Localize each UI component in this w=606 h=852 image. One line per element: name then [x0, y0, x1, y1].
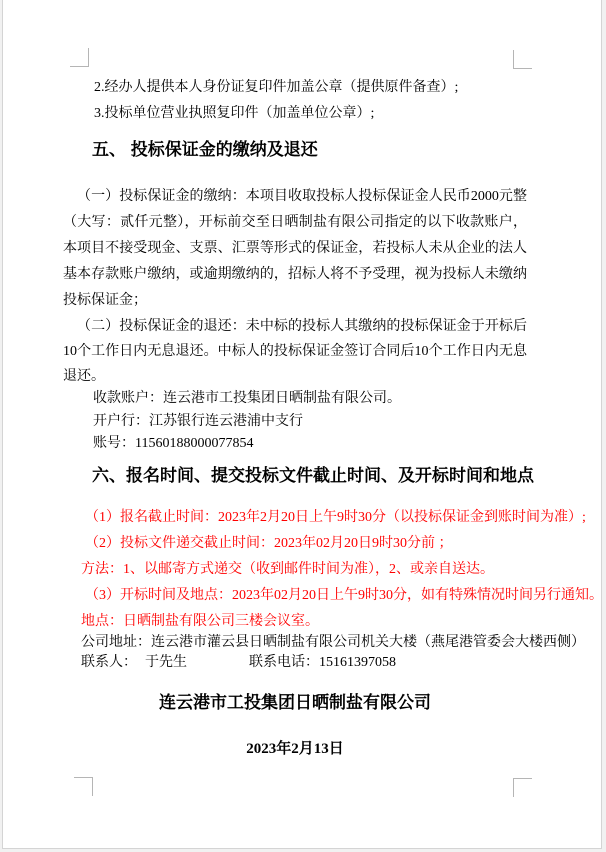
document-line-item-2: 2.经办人提供本人身份证复印件加盖公章（提供原件备查）;	[94, 80, 459, 95]
section-5-heading	[63, 138, 527, 162]
signature-company-name: 连云港市工投集团日晒制盐有限公司	[159, 693, 431, 712]
section-5-paragraph-2: （二）投标保证金的退还：未中标的投标人其缴纳的投标保证金于开标后10个工作日内无息退还。中标人的投标保证金签订合同后10个工作日内无息退还。	[63, 319, 527, 384]
contact-label: 联系人：	[81, 655, 137, 670]
section-5-heading-number: 五、	[92, 140, 126, 159]
bank-line: 开户行：江苏银行连云港浦中支行	[93, 414, 303, 429]
margin-crop-mark-bottom-right	[513, 778, 532, 797]
registration-deadline-line: （1）报名截止时间：2023年2月20日上午9时30分（以投标保证金到账时间为准）;	[85, 510, 586, 525]
contact-phone-number: 15161397058	[319, 655, 396, 670]
payee-account-line: 收款账户：连云港市工投集团日晒制盐有限公司。	[93, 391, 401, 406]
submission-method-line: 方法：1、以邮寄方式递交（收到邮件时间为准），2、或亲自送达。	[81, 562, 494, 577]
document-line-item-3: 3.投标单位营业执照复印件（加盖单位公章）;	[94, 106, 375, 121]
bid-opening-location-line: 地点：日晒制盐有限公司三楼会议室。	[81, 614, 319, 629]
contact-line	[63, 653, 527, 673]
account-number-line: 账号：11560188000077854	[93, 436, 254, 451]
section-6-heading-number: 六、	[92, 466, 126, 485]
margin-crop-mark-bottom-left	[74, 777, 93, 796]
signature-date: 2023年2月13日	[246, 741, 344, 757]
contact-phone-label: 联系电话：	[249, 655, 319, 670]
section-6-heading-title: 报名时间、提交投标文件截止时间、及开标时间和地点	[126, 466, 534, 485]
bid-opening-time-line: （3）开标时间及地点：2023年02月20日上午9时30分，如有特殊情况时间另行通知。	[85, 588, 603, 603]
document-content	[63, 0, 603, 759]
company-address-line: 公司地址：连云港市灌云县日晒制盐有限公司机关大楼（燕尾港管委会大楼西侧）	[81, 635, 585, 650]
section-6-heading	[63, 464, 534, 488]
contact-name: 于先生	[145, 655, 187, 670]
bid-submission-deadline-line: （2）投标文件递交截止时间：2023年02月20日9时30分前 ；	[85, 536, 453, 551]
section-5-paragraph-1: （一）投标保证金的缴纳：本项目收取投标人投标保证金人民币2000元整（大写：贰仟元整），开标前交至日晒制盐有限公司指定的以下收款账户，本项目不接受现金、支票、汇票等形式的保证金，若投标人未从企业的法人基本存款账户缴纳，或逾期缴纳的，招标人将不予受理，视为投标人未缴纳投标保证金；	[63, 189, 527, 308]
section-5-heading-title: 投标保证金的缴纳及退还	[126, 140, 318, 159]
